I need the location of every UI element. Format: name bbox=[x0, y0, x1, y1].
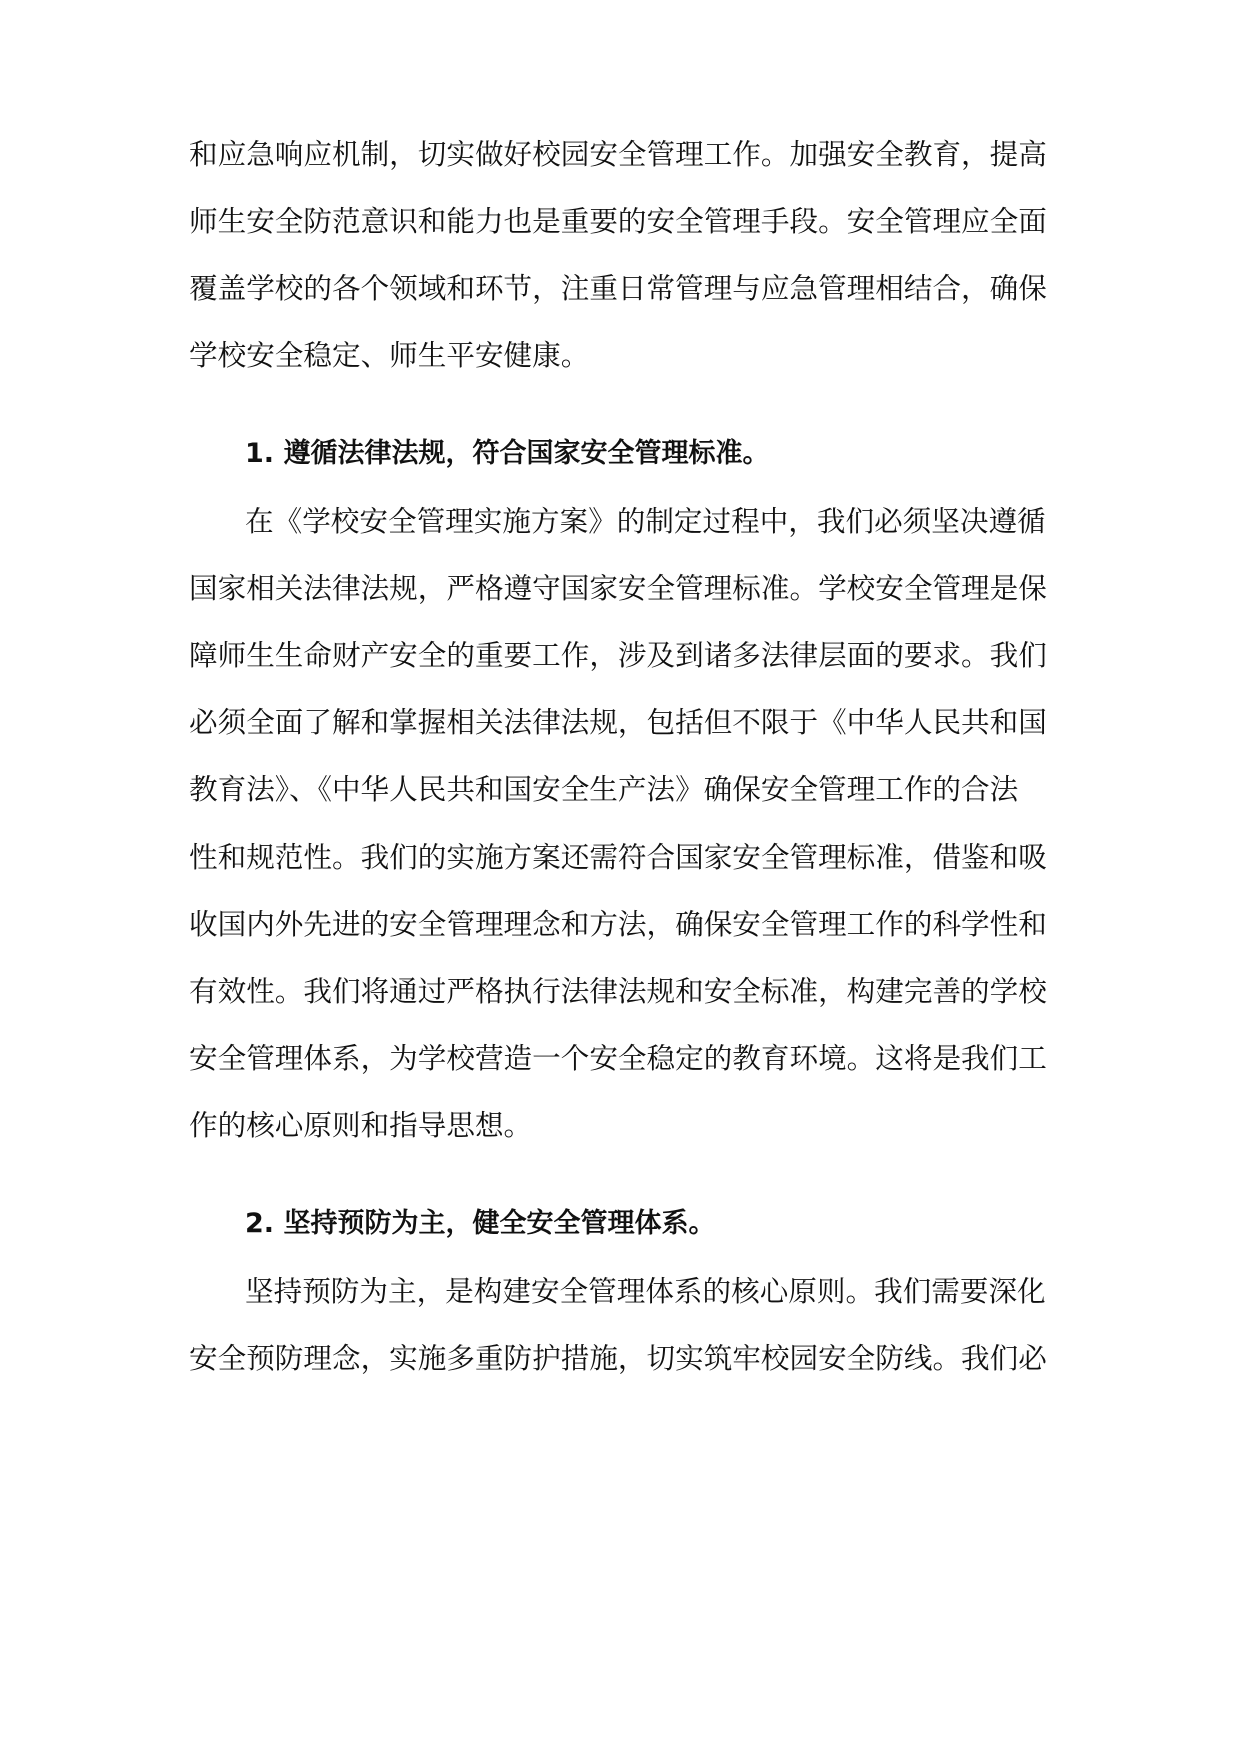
paragraph-line: 在《学校安全管理实施方案》的制定过程中，我们必须坚决遵循 bbox=[245, 504, 1046, 538]
paragraph-line: 师生安全防范意识和能力也是重要的安全管理手段。安全管理应全面 bbox=[189, 204, 1047, 238]
paragraph-line: 国家相关法律法规，严格遵守国家安全管理标准。学校安全管理是保 bbox=[189, 571, 1047, 605]
paragraph-line: 障师生生命财产安全的重要工作，涉及到诸多法律层面的要求。我们 bbox=[189, 638, 1047, 672]
paragraph-line: 有效性。我们将通过严格执行法律法规和安全标准，构建完善的学校 bbox=[189, 974, 1047, 1008]
paragraph-line: 教育法》、《中华人民共和国安全生产法》确保安全管理工作的合法 bbox=[189, 772, 1019, 806]
paragraph-line: 作的核心原则和指导思想。 bbox=[189, 1108, 533, 1142]
paragraph-line: 覆盖学校的各个领域和环节，注重日常管理与应急管理相结合，确保 bbox=[189, 271, 1047, 305]
section-heading-1: 1. 遵循法律法规，符合国家安全管理标准。 bbox=[245, 438, 770, 469]
paragraph-line: 收国内外先进的安全管理理念和方法，确保安全管理工作的科学性和 bbox=[189, 907, 1047, 941]
paragraph-line: 性和规范性。我们的实施方案还需符合国家安全管理标准，借鉴和吸 bbox=[189, 840, 1047, 874]
paragraph-line: 和应急响应机制，切实做好校园安全管理工作。加强安全教育，提高 bbox=[189, 137, 1047, 171]
paragraph-line: 学校安全稳定、师生平安健康。 bbox=[189, 338, 590, 372]
paragraph-line: 坚持预防为主，是构建安全管理体系的核心原则。我们需要深化 bbox=[245, 1274, 1046, 1308]
paragraph-line: 必须全面了解和掌握相关法律法规，包括但不限于《中华人民共和国 bbox=[189, 705, 1047, 739]
paragraph-line: 安全管理体系，为学校营造一个安全稳定的教育环境。这将是我们工 bbox=[189, 1041, 1047, 1075]
paragraph-line: 安全预防理念，实施多重防护措施，切实筑牢校园安全防线。我们必 bbox=[189, 1341, 1047, 1375]
section-heading-2: 2. 坚持预防为主，健全安全管理体系。 bbox=[245, 1208, 716, 1239]
